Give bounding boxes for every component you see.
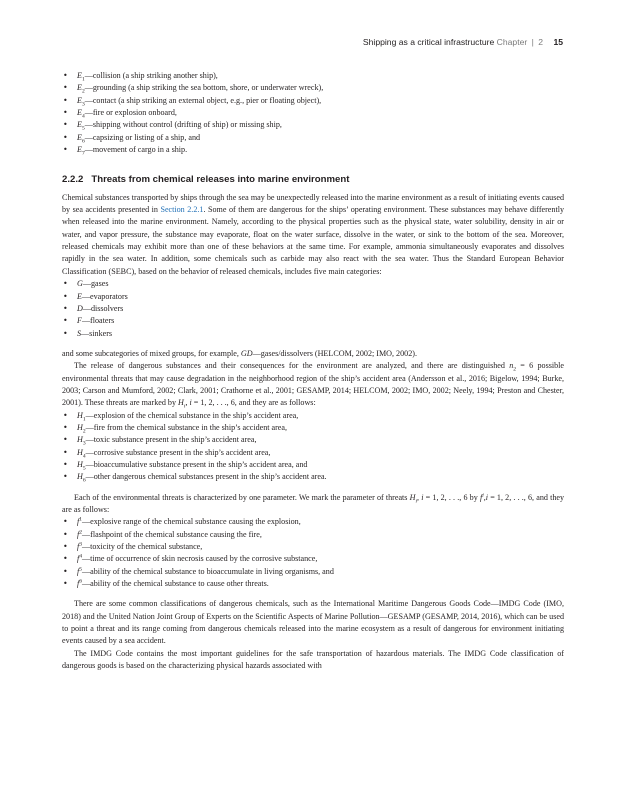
list-item: • $f^5—ability$ of the chemical substance to bioaccumulate in living organisms, and bbox=[62, 566, 564, 578]
paragraph: The IMDG Code contains the most important guidelines for the safe transportation of hazardous materials. The IMDG Code classification of dangerous goods is based on the characterizing physical hazards associated with bbox=[62, 648, 564, 671]
list-item: • $H_1—explosion$ of the chemical substance in the ship’s accident area, bbox=[62, 410, 564, 422]
list-item: • $f^2—flashpoint$ of the chemical substance causing the fire, bbox=[62, 529, 564, 541]
section-number: 2.2.2 bbox=[62, 174, 84, 186]
chapter-number: 2 bbox=[538, 37, 544, 47]
paragraph: The release of dangerous substances and their consequences for the environment are analyzed, and there are distinguished $n_2 = 6$ possible environmental threats that may cause degradation in the neighborhood region of the ship’s accident area (Andersson et al., 2016; Bigelow, 1994; Burke, 2003; Carson and Mumford, 2002; Clark, 2001; Crathorne et al., 2001; GESAMP, 2014; HELCOM, 2002; IMO, 2002; Neely, 1994; Preston and Chester, 2001). These threats are marked by $H_i$, i = 1, 2, . . ., 6, and they are as follows: bbox=[62, 361, 565, 410]
list-item: • $H_5—bioaccumulative$ substance present in the ship’s accident area, and bbox=[62, 459, 564, 471]
list-item: • $f^4—time$ of occurrence of skin necrosis caused by the corrosive substance, bbox=[62, 553, 564, 565]
list-item: • $E_2—grounding$ (a ship striking the sea bottom, shore, or underwater wreck), bbox=[62, 82, 564, 94]
chapter-separator: | bbox=[531, 37, 534, 47]
list-item: • $E_1—collision$ (a ship striking another ship), bbox=[62, 70, 564, 82]
list-item: • $H_4—corrosive$ substance present in the ship’s accident area, bbox=[62, 447, 564, 459]
list-item: • $f^3—toxicity$ of the chemical substance, bbox=[62, 541, 564, 553]
list-item: • $H_6—other$ dangerous chemical substances present in the ship’s accident area. bbox=[62, 471, 564, 483]
list-item: • $E_4—fire$ or explosion onboard, bbox=[62, 107, 564, 119]
list-item: • $f^1—explosive$ range of the chemical substance causing the explosion, bbox=[62, 516, 564, 528]
list-item: • E—evaporators bbox=[62, 291, 564, 303]
section-title: Threats from chemical releases into marine environment bbox=[91, 174, 350, 186]
running-head bbox=[363, 37, 563, 47]
events-list bbox=[62, 70, 564, 156]
paragraph: Chemical substances transported by ships through the sea may be unexpectedly released into the marine environment as a result of initiating events caused by sea accidents presented in Section 2.2.1. Some of them are dangerous for the ships’ operating environment. These substances may behave differently when released into the marine environment. Namely, according to the physical properties such as the physical state, water solubility, density in air or water, and vapor pressure, the substance may evaporate, float on the water surface, dissolve in the water, or sink to the bottom of the sea. Moreover, released chemicals may exhibit more than one of these behaviors at the same time. For example, ammonia simultaneously evaporates and dissolves rapidly in the sea water. In addition, some chemicals such as carbide may also react with the sea water. Thus the Standard European Behavior Classification (SEBC), based on the behavior of released chemicals, includes five main categories: bbox=[62, 192, 564, 276]
section-link[interactable]: Section 2.2.1 bbox=[160, 205, 204, 215]
section-heading bbox=[62, 174, 564, 186]
page-number: 15 bbox=[553, 37, 563, 47]
sebc-list bbox=[62, 278, 564, 340]
threats-list bbox=[62, 410, 564, 484]
list-item: • $E_7—movement$ of cargo in a ship. bbox=[62, 144, 564, 156]
parameters-list bbox=[62, 516, 564, 590]
list-item: • D—dissolvers bbox=[62, 303, 564, 315]
list-item: • $E_5—shipping$ without control (drifting of ship) or missing ship, bbox=[62, 119, 564, 131]
list-item: • F—floaters bbox=[62, 315, 564, 327]
running-title: Shipping as a critical infrastructure bbox=[362, 37, 495, 47]
list-item: • $H_3—toxic$ substance present in the ship’s accident area, bbox=[62, 434, 564, 446]
chapter-label: Chapter bbox=[496, 37, 528, 47]
list-item: • S—sinkers bbox=[62, 328, 564, 340]
page-body bbox=[62, 70, 564, 672]
list-item: • $H_2—fire$ from the chemical substance in the ship’s accident area, bbox=[62, 422, 564, 434]
paragraph: There are some common classifications of dangerous chemicals, such as the International Maritime Dangerous Goods Code—IMDG Code (IMO, 2018) and the United Nation Joint Group of Experts on the Scientific Aspects of Marine Pollution—GESAMP (GESAMP, 2014, 2016), which can be used to point a threat and its range coming from dangerous chemicals released into the marine ecosystem as a result of dangerous for environment initiating events caused by a sea accident. bbox=[62, 599, 564, 646]
list-item: • $E_3—contact$ (a ship striking an external object, e.g., pier or floating object), bbox=[62, 95, 564, 107]
list-item: • $E_6—capsizing$ or listing of a ship, and bbox=[62, 132, 564, 144]
list-item: • G—gases bbox=[62, 278, 564, 290]
paragraph: and some subcategories of mixed groups, for example, GD—gases/dissolvers (HELCOM, 2002; IMO, 2002). bbox=[62, 348, 417, 358]
list-item: • $f^6—ability$ of the chemical substance to cause other threats. bbox=[62, 578, 564, 590]
paragraph: Each of the environmental threats is characterized by one parameter. We mark the parameter of threats $H_i$, i = 1, 2, . . ., 6 by $f^i,i = 1$, 2, . . ., 6, and they are as follows: bbox=[62, 491, 565, 514]
